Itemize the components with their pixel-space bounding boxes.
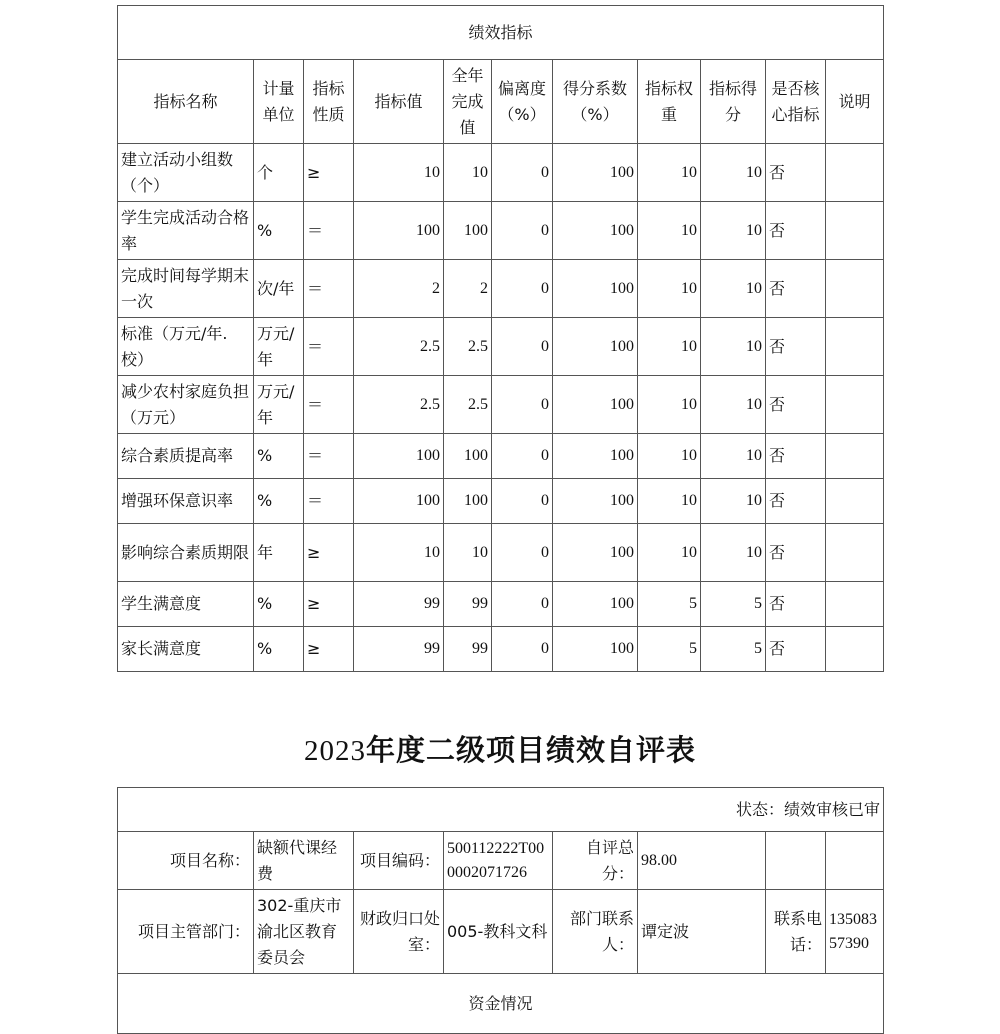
indicator-score: 10 [701, 479, 766, 524]
indicator-value: 100 [354, 434, 444, 479]
indicator-weight: 10 [638, 202, 701, 260]
indicator-name: 建立活动小组数（个） [118, 144, 254, 202]
status-text: 状态：绩效审核已审 [118, 788, 884, 832]
indicator-actual: 100 [444, 202, 492, 260]
indicator-nature: ＝ [304, 434, 354, 479]
indicator-note [826, 582, 884, 627]
indicator-actual: 2.5 [444, 376, 492, 434]
indicator-deviation: 0 [492, 144, 553, 202]
indicator-deviation: 0 [492, 434, 553, 479]
indicator-score: 10 [701, 524, 766, 582]
indicator-unit: 万元/年 [254, 376, 304, 434]
indicator-actual: 10 [444, 524, 492, 582]
table-row [118, 524, 884, 582]
indicator-name: 家长满意度 [118, 627, 254, 672]
indicator-unit: 个 [254, 144, 304, 202]
indicator-actual: 2 [444, 260, 492, 318]
indicator-name: 学生满意度 [118, 582, 254, 627]
table-row [118, 202, 884, 260]
contact-value: 谭定波 [638, 890, 766, 974]
indicator-unit: % [254, 627, 304, 672]
indicator-core: 否 [766, 524, 826, 582]
indicator-value: 2.5 [354, 318, 444, 376]
indicator-actual: 2.5 [444, 318, 492, 376]
project-form-table [117, 787, 884, 1034]
indicator-name: 减少农村家庭负担（万元） [118, 376, 254, 434]
indicator-value: 10 [354, 524, 444, 582]
project-code-value: 500112222T000002071726 [444, 832, 553, 890]
header-value: 指标值 [354, 60, 444, 144]
indicator-value: 100 [354, 479, 444, 524]
indicator-note [826, 524, 884, 582]
indicator-unit: % [254, 434, 304, 479]
indicator-coef: 100 [553, 260, 638, 318]
indicator-weight: 10 [638, 434, 701, 479]
indicator-note [826, 479, 884, 524]
indicator-deviation: 0 [492, 479, 553, 524]
indicator-table [117, 5, 884, 672]
indicator-deviation: 0 [492, 524, 553, 582]
indicator-unit: % [254, 202, 304, 260]
header-coef: 得分系数（%） [553, 60, 638, 144]
indicator-weight: 5 [638, 627, 701, 672]
indicator-score: 5 [701, 627, 766, 672]
indicator-value: 99 [354, 627, 444, 672]
indicator-nature: ＝ [304, 260, 354, 318]
indicator-weight: 10 [638, 318, 701, 376]
indicator-value: 10 [354, 144, 444, 202]
table-row [118, 318, 884, 376]
indicator-weight: 10 [638, 376, 701, 434]
empty-cell [766, 832, 826, 890]
table-row [118, 627, 884, 672]
table-row [118, 479, 884, 524]
header-unit: 计量单位 [254, 60, 304, 144]
indicator-actual: 99 [444, 627, 492, 672]
section-title: 绩效指标 [118, 6, 884, 60]
indicator-weight: 10 [638, 524, 701, 582]
indicator-deviation: 0 [492, 260, 553, 318]
header-actual: 全年完成值 [444, 60, 492, 144]
finance-office-label: 财政归口处室： [354, 890, 444, 974]
indicator-nature: ≥ [304, 524, 354, 582]
indicator-nature: ＝ [304, 479, 354, 524]
dept-value: 302-重庆市渝北区教育委员会 [254, 890, 354, 974]
table-row [118, 434, 884, 479]
table-row [118, 260, 884, 318]
indicator-value: 99 [354, 582, 444, 627]
funds-title: 资金情况 [118, 974, 884, 1034]
indicator-core: 否 [766, 376, 826, 434]
indicator-note [826, 318, 884, 376]
indicator-core: 否 [766, 582, 826, 627]
indicator-coef: 100 [553, 202, 638, 260]
indicator-deviation: 0 [492, 582, 553, 627]
self-score-label: 自评总分： [553, 832, 638, 890]
indicator-core: 否 [766, 144, 826, 202]
self-score-value: 98.00 [638, 832, 766, 890]
indicator-coef: 100 [553, 434, 638, 479]
indicator-score: 10 [701, 434, 766, 479]
indicator-note [826, 202, 884, 260]
indicator-coef: 100 [553, 318, 638, 376]
indicator-name: 标准（万元/年.校） [118, 318, 254, 376]
form-title-year: 2023 [303, 735, 366, 767]
indicator-deviation: 0 [492, 318, 553, 376]
indicator-coef: 100 [553, 627, 638, 672]
indicator-score: 10 [701, 202, 766, 260]
indicator-unit: % [254, 582, 304, 627]
indicator-weight: 10 [638, 144, 701, 202]
indicator-weight: 10 [638, 260, 701, 318]
form-title [117, 728, 883, 769]
indicator-coef: 100 [553, 524, 638, 582]
indicator-nature: ≥ [304, 627, 354, 672]
indicator-unit: % [254, 479, 304, 524]
indicator-nature: ≥ [304, 144, 354, 202]
form-title-text: 年度二级项目绩效自评表 [365, 735, 696, 767]
indicator-name: 综合素质提高率 [118, 434, 254, 479]
indicator-unit: 年 [254, 524, 304, 582]
indicator-coef: 100 [553, 479, 638, 524]
indicator-score: 5 [701, 582, 766, 627]
indicator-score: 10 [701, 376, 766, 434]
header-weight: 指标权重 [638, 60, 701, 144]
table-row [118, 582, 884, 627]
project-name-value: 缺额代课经费 [254, 832, 354, 890]
header-name: 指标名称 [118, 60, 254, 144]
indicator-weight: 5 [638, 582, 701, 627]
project-code-label: 项目编码： [354, 832, 444, 890]
contact-label: 部门联系人： [553, 890, 638, 974]
indicator-coef: 100 [553, 582, 638, 627]
indicator-actual: 100 [444, 479, 492, 524]
indicator-score: 10 [701, 318, 766, 376]
indicator-deviation: 0 [492, 627, 553, 672]
empty-cell [826, 832, 884, 890]
dept-label: 项目主管部门： [118, 890, 254, 974]
table-row [118, 144, 884, 202]
header-nature: 指标性质 [304, 60, 354, 144]
indicator-name: 学生完成活动合格率 [118, 202, 254, 260]
indicator-note [826, 627, 884, 672]
indicator-actual: 99 [444, 582, 492, 627]
indicator-weight: 10 [638, 479, 701, 524]
header-score: 指标得分 [701, 60, 766, 144]
header-note: 说明 [826, 60, 884, 144]
project-name-label: 项目名称： [118, 832, 254, 890]
indicator-core: 否 [766, 202, 826, 260]
indicator-note [826, 144, 884, 202]
indicator-note [826, 376, 884, 434]
indicator-score: 10 [701, 260, 766, 318]
indicator-deviation: 0 [492, 376, 553, 434]
indicator-deviation: 0 [492, 202, 553, 260]
indicator-nature: ＝ [304, 202, 354, 260]
finance-office-value: 005-教科文科 [444, 890, 553, 974]
indicator-coef: 100 [553, 376, 638, 434]
phone-value: 13508357390 [826, 890, 884, 974]
indicator-score: 10 [701, 144, 766, 202]
indicator-unit: 次/年 [254, 260, 304, 318]
indicator-core: 否 [766, 318, 826, 376]
indicator-core: 否 [766, 479, 826, 524]
indicator-note [826, 434, 884, 479]
indicator-unit: 万元/年 [254, 318, 304, 376]
header-deviation: 偏离度（%） [492, 60, 553, 144]
indicator-name: 影响综合素质期限 [118, 524, 254, 582]
header-core: 是否核心指标 [766, 60, 826, 144]
indicator-nature: ≥ [304, 582, 354, 627]
indicator-core: 否 [766, 434, 826, 479]
indicator-value: 2.5 [354, 376, 444, 434]
indicator-value: 2 [354, 260, 444, 318]
indicator-core: 否 [766, 627, 826, 672]
indicator-nature: ＝ [304, 376, 354, 434]
indicator-core: 否 [766, 260, 826, 318]
table-row [118, 376, 884, 434]
indicator-actual: 100 [444, 434, 492, 479]
indicator-name: 完成时间每学期末一次 [118, 260, 254, 318]
indicator-nature: ＝ [304, 318, 354, 376]
phone-label: 联系电话： [766, 890, 826, 974]
indicator-name: 增强环保意识率 [118, 479, 254, 524]
indicator-actual: 10 [444, 144, 492, 202]
indicator-note [826, 260, 884, 318]
indicator-value: 100 [354, 202, 444, 260]
indicator-coef: 100 [553, 144, 638, 202]
